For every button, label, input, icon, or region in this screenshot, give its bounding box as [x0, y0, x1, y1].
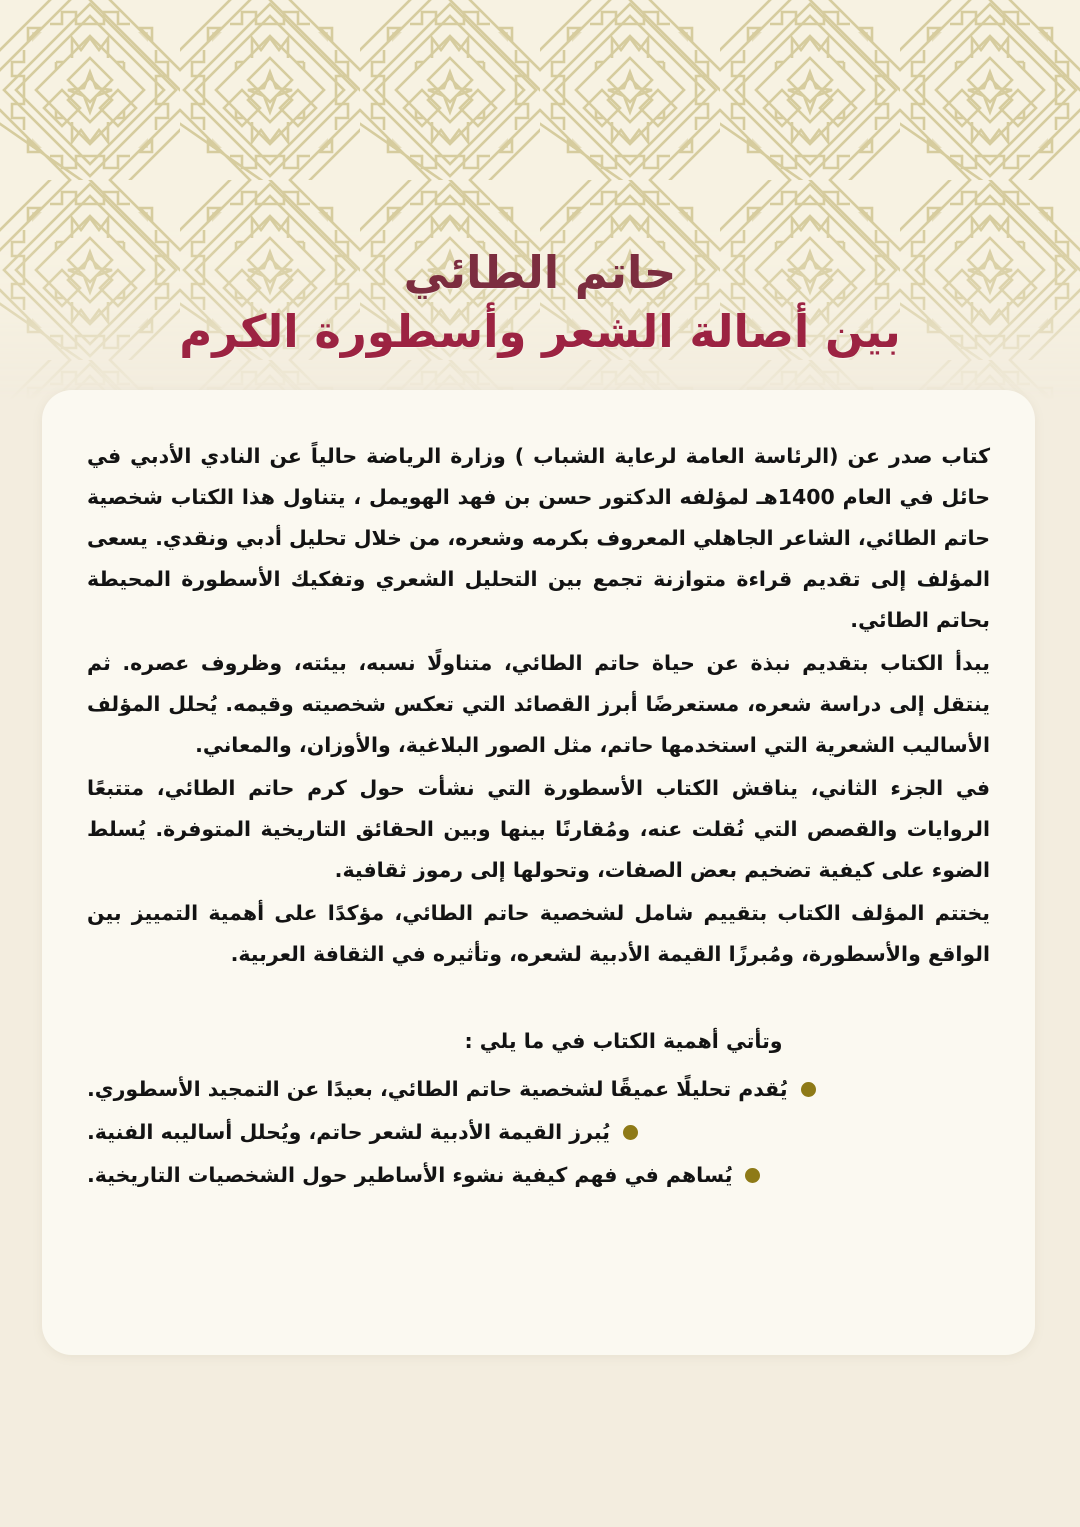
- list-item-label: يُقدم تحليلًا عميقًا لشخصية حاتم الطائي، بعيدًا عن التمجيد الأسطوري.: [87, 1077, 788, 1101]
- list-item: [87, 1112, 990, 1153]
- list-item-label: يُبرز القيمة الأدبية لشعر حاتم، ويُحلل أساليبه الفنية.: [87, 1120, 610, 1144]
- title-line-1: حاتم الطائي: [403, 246, 677, 299]
- page-title: [0, 243, 1080, 362]
- list-item-label: يُساهم في فهم كيفية نشوء الأساطير حول الشخصيات التاريخية.: [87, 1163, 733, 1187]
- body-paragraph: يبدأ الكتاب بتقديم نبذة عن حياة حاتم الطائي، متناولًا نسبه، بيئته، وظروف عصره. ثم ينتقل إلى دراسة شعره، مستعرضًا أبرز القصائد التي تعكس شخصيته وقيمه. يُحلل المؤلف الأساليب الشعرية التي استخدمها حاتم، مثل الصور البلاغية، والأوزان، والمعاني.: [87, 651, 990, 757]
- bullet-dot-icon: [801, 1082, 816, 1097]
- card-inner: [87, 436, 990, 1198]
- importance-heading: وتأتي أهمية الكتاب في ما يلي :: [464, 1029, 783, 1053]
- bullet-dot-icon: [623, 1125, 638, 1140]
- list-item: [87, 1155, 990, 1196]
- list-item: [87, 1069, 990, 1110]
- bullet-dot-icon: [745, 1168, 760, 1183]
- content-card: [42, 390, 1035, 1355]
- body-paragraph: كتاب صدر عن (الرئاسة العامة لرعاية الشباب ) وزارة الرياضة حالياً عن النادي الأدبي في حائل في العام 1400هـ لمؤلفه الدكتور حسن بن فهد الهويمل ، يتناول هذا الكتاب شخصية حاتم الطائي، الشاعر الجاهلي المعروف بكرمه وشعره، من خلال تحليل أدبي ونقدي. يسعى المؤلف إلى تقديم قراءة متوازنة تجمع بين التحليل الشعري وتفكيك الأسطورة المحيطة بحاتم الطائي.: [87, 444, 990, 632]
- importance-list: [87, 1069, 990, 1196]
- body-paragraph: يختتم المؤلف الكتاب بتقييم شامل لشخصية حاتم الطائي، مؤكدًا على أهمية التمييز بين الواقع والأسطورة، ومُبرزًا القيمة الأدبية لشعره، وتأثيره في الثقافة العربية.: [87, 901, 990, 966]
- title-line-2: بين أصالة الشعر وأسطورة الكرم: [179, 305, 901, 359]
- body-paragraph: في الجزء الثاني، يناقش الكتاب الأسطورة التي نشأت حول كرم حاتم الطائي، متتبعًا الروايات والقصص التي نُقلت عنه، ومُقارنًا بينها وبين الحقائق التاريخية المتوفرة. يُسلط الضوء على كيفية تضخيم بعض الصفات، وتحولها إلى رموز ثقافية.: [87, 776, 990, 882]
